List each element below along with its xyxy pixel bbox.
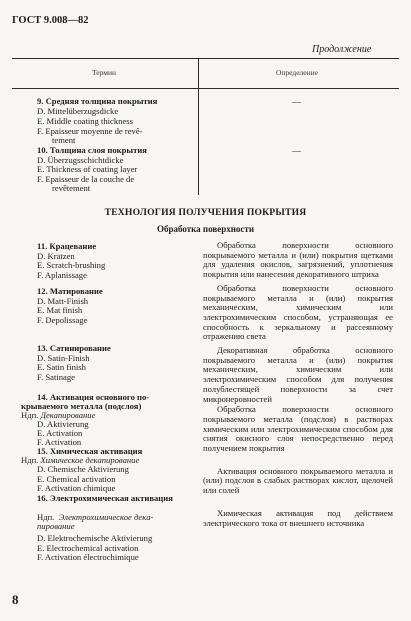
- term-9-definition: —: [292, 97, 301, 107]
- table-head-rule: [12, 88, 399, 89]
- term-9-title: 9. Средняя толщина покрытия: [37, 96, 158, 106]
- term-15-title: 15. Химическая активация: [37, 446, 143, 456]
- term-16-ndp-value-cont: пирование: [37, 521, 75, 531]
- definition-15: Активация основного покрываемого металла и (или) подслоя в слабых растворах кислот, щелочей или солей: [203, 465, 393, 496]
- term-10-en: E. Thickness of coating layer: [37, 164, 138, 174]
- table-column-divider: [198, 58, 199, 195]
- term-11-de: D. Kratzen: [37, 251, 75, 261]
- term-12-fr: F. Depolissage: [37, 315, 88, 325]
- definition-12: Обработка поверхности основного покрываемого металла и (или) покрытия механическим, химическим или электрохимическим способом, устраняющая ее способность к зеркальному и рассеянному отражению света: [203, 282, 393, 342]
- term-11-fr: F. Aplanissage: [37, 270, 87, 280]
- table-top-rule: [12, 58, 399, 59]
- term-13-de: D. Satin-Finish: [37, 353, 90, 363]
- term-14-title: 14. Активация основного по-: [37, 392, 150, 402]
- term-column-header: Термин: [92, 68, 117, 77]
- term-10-title: 10. Толщина слоя покрытия: [37, 145, 147, 155]
- term-11-en: E. Scratch-brushing: [37, 260, 106, 270]
- term-9-en: E. Middle coating thickness: [37, 116, 133, 126]
- section-title: ТЕХНОЛОГИЯ ПОЛУЧЕНИЯ ПОКРЫТИЯ: [104, 207, 307, 218]
- term-13-en: E. Satin finish: [37, 362, 86, 372]
- definition-14: Обработка поверхности основного покрываемого металла (подслоя) в растворах химическим или электрохимическим способом для снятия окисного слоя непосредственно перед получением покрытия: [203, 404, 393, 454]
- term-14-ndp-value: Декапирование: [40, 410, 96, 420]
- term-14-fr: F. Activation: [37, 437, 82, 447]
- definition-11: Обработка поверхности основного покрываемого металла и (или) покрытия щетками для удаления окислов, загрязнений, уплотнения покрытия или нанесения декоративного штриха: [203, 240, 393, 280]
- term-16-en: E. Electrochemical activation: [37, 543, 139, 553]
- term-13-fr: F. Satinage: [37, 372, 75, 382]
- term-10-fr: F. Epaisseur de la couche de: [37, 174, 135, 184]
- term-12-en: E. Mat finish: [37, 305, 83, 315]
- definition-column-header: Определение: [276, 68, 318, 77]
- term-11-title: 11. Крацевание: [37, 241, 97, 251]
- term-12-title: 12. Матирование: [37, 286, 103, 296]
- term-16-ndp-label: Ндп.: [37, 512, 55, 522]
- definition-13: Декоративная обработка основного покрываемого металла и (или) покрытия механическим, химическим или электрохимическим способом для получения полублестящей поверхности за счет микронеровностей: [203, 345, 393, 404]
- continuation-label: Продолжение: [312, 44, 372, 55]
- term-15-de: D. Chemische Aktivierung: [37, 464, 129, 474]
- term-13-title: 13. Сатинирование: [37, 343, 111, 353]
- document-id: ГОСТ 9.008—82: [12, 15, 89, 26]
- term-16-title: 16. Электрохимическая активация: [37, 493, 173, 503]
- term-10-de: D. Überzugsschichtdicke: [37, 155, 124, 165]
- term-9-de: D. Mittelüberzugsdicke: [37, 106, 119, 116]
- term-9-fr-cont: tement: [52, 135, 76, 145]
- term-10-fr-cont: revêtement: [52, 183, 91, 193]
- term-15-ndp-label: Ндп.: [21, 455, 39, 465]
- definition-16: Химическая активация под действием электрического тока от внешнего источника: [203, 507, 393, 528]
- term-14-title-cont: крываемого металла (подслоя): [21, 401, 142, 411]
- section-subtitle: Обработка поверхности: [156, 224, 255, 234]
- term-16-fr: F. Activation électrochimique: [37, 552, 139, 562]
- term-14-ndp-label: Ндп.: [21, 410, 39, 420]
- term-14-en: E. Activation: [37, 428, 83, 438]
- term-9-fr: F. Epaisseur moyenne de revê-: [37, 126, 143, 136]
- term-16-de: D. Elektrochemische Aktivierung: [37, 533, 153, 543]
- term-15-fr: F. Activation chimique: [37, 483, 116, 493]
- page-number: 8: [12, 592, 19, 607]
- term-15-en: E. Chemical activation: [37, 474, 116, 484]
- term-15-ndp-value: Химическое декапирование: [40, 455, 140, 465]
- term-12-de: D. Matt-Finish: [37, 296, 89, 306]
- term-10-definition: —: [292, 146, 301, 156]
- term-16-ndp-value: Электрохимическое декa-: [58, 512, 154, 522]
- term-14-de: D. Aktivierung: [37, 419, 89, 429]
- definitions-column: [203, 241, 393, 539]
